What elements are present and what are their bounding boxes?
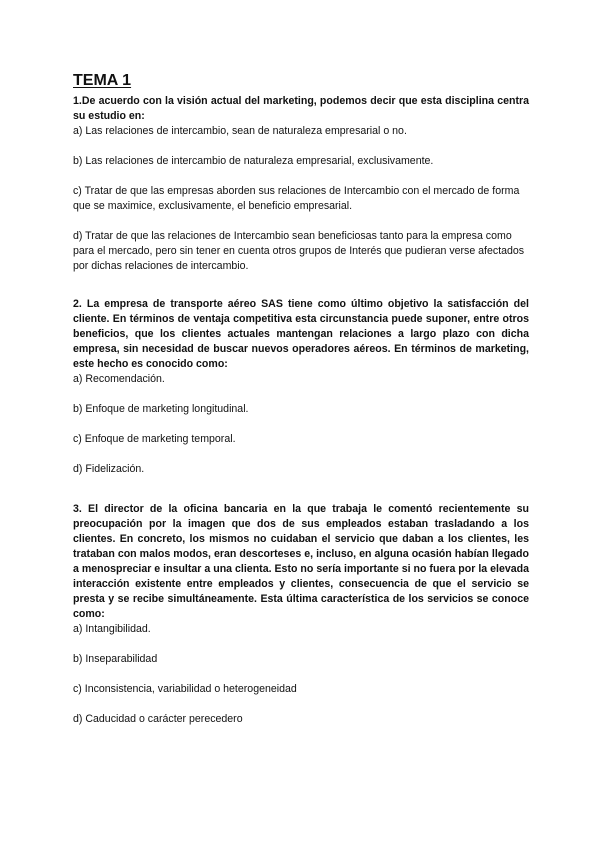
question-stem: 1.De acuerdo con la visión actual del marketing, podemos decir que esta disciplina centra su estudio en:: [73, 95, 529, 122]
answer-option: d) Fidelización.: [73, 463, 145, 475]
answer-option: a) Intangibilidad.: [73, 623, 151, 635]
answer-option: c) Inconsistencia, variabilidad o heterogeneidad: [73, 683, 297, 695]
question-3: [73, 502, 529, 727]
answer-option: c) Tratar de que las empresas aborden sus relaciones de Intercambio con el mercado de forma que se maximice, exclusivamente, el beneficio empresarial.: [73, 185, 520, 212]
answer-option: a) Las relaciones de intercambio, sean de naturaleza empresarial o no.: [73, 125, 407, 137]
question-1: [73, 94, 529, 274]
question-stem: 2. La empresa de transporte aéreo SAS tiene como último objetivo la satisfacción del cliente. En términos de ventaja competitiva esta circunstancia puede suponer, entre otros beneficios, que los clientes actuales mantengan relaciones a largo plazo con dicha empresa, sin necesidad de buscar nuevos operadores aéreos. En términos de marketing, este hecho es conocido como:: [73, 298, 529, 370]
question-stem: 3. El director de la oficina bancaria en la que trabaja le comentó recientemente su preocupación por la imagen que dos de sus empleados estaban trasladando a los clientes. En concreto, los mismos no cuidaban el servicio que daban a los clientes, les trataban con malos modos, eran descorteses e, incluso, en alguna ocasión habían llegado a menospreciar e insultar a una clienta. Esto no sería importante si no fuera por la elevada interacción existente entre empleados y clientes, consecuencia de que el servicio se presta y se recibe simultáneamente. Esta última característica de los servicios se conoce como:: [73, 503, 529, 620]
answer-option: d) Caducidad o carácter perecedero: [73, 713, 243, 725]
answer-option: b) Las relaciones de intercambio de naturaleza empresarial, exclusivamente.: [73, 155, 434, 167]
page-title: TEMA 1: [73, 72, 132, 89]
answer-option: a) Recomendación.: [73, 373, 165, 385]
answer-option: c) Enfoque de marketing temporal.: [73, 433, 236, 445]
answer-option: b) Enfoque de marketing longitudinal.: [73, 403, 249, 415]
question-2: [73, 297, 529, 477]
answer-option: b) Inseparabilidad: [73, 653, 158, 665]
answer-option: d) Tratar de que las relaciones de Intercambio sean beneficiosas tanto para la empresa como para el mercado, pero sin tener en cuenta otros grupos de Interés que pudieran verse afectados por dichas relaciones de intercambio.: [73, 230, 525, 272]
